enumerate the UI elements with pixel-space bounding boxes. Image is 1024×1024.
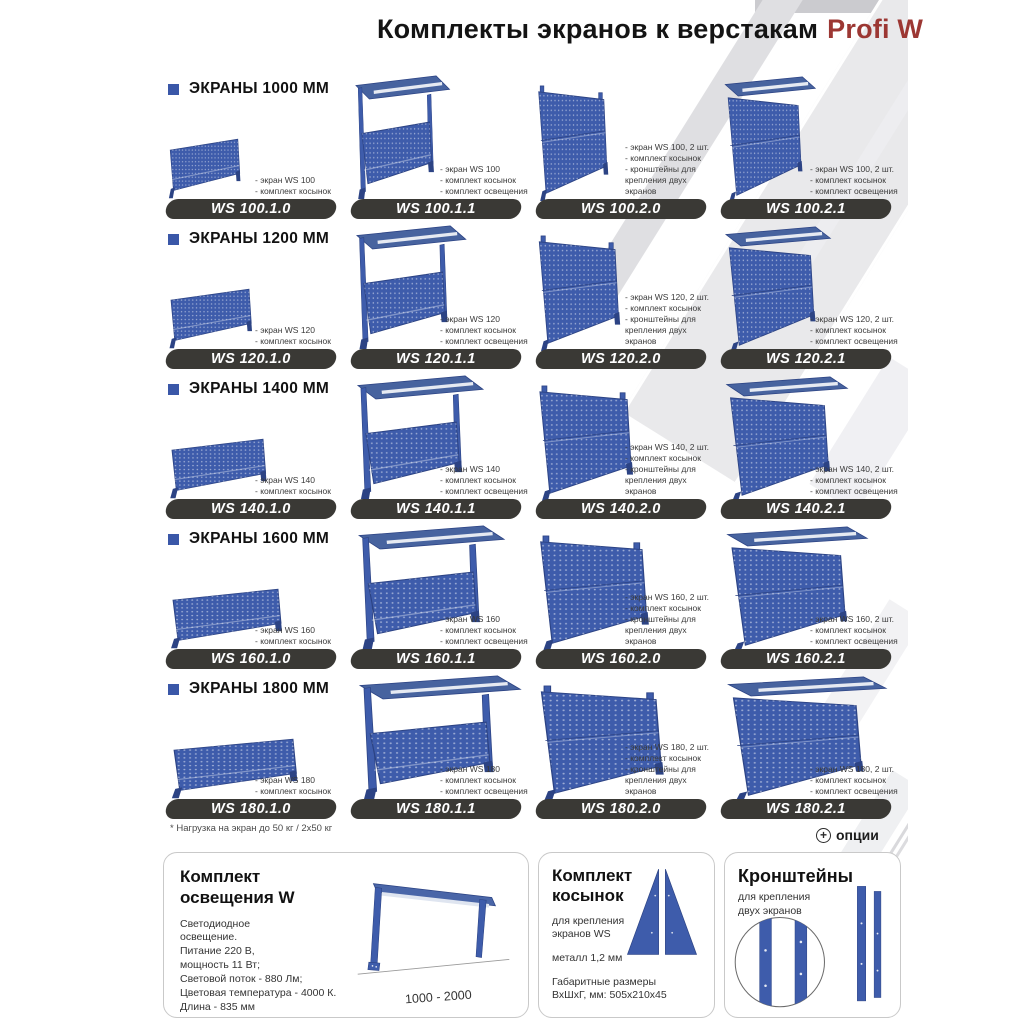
product-code-bar xyxy=(349,649,523,669)
bullet-item: - экран WS 100 xyxy=(255,175,345,186)
product-bullets xyxy=(625,442,715,497)
product-code-bar xyxy=(719,799,893,819)
product-grid xyxy=(163,74,908,824)
bullet-item: - экран WS 180, 2 шт. xyxy=(625,742,715,753)
product-bullets xyxy=(625,292,715,347)
product-code: WS 140.2.0 xyxy=(581,501,661,517)
section xyxy=(163,74,908,224)
option-box-title: Кронштейны xyxy=(738,866,853,886)
product-code: WS 120.1.1 xyxy=(396,351,476,367)
product-code-bar xyxy=(534,349,708,369)
product-code-bar xyxy=(164,649,338,669)
product-bullets xyxy=(810,314,900,347)
text-line: освещение. xyxy=(180,931,238,944)
bullet-item: - экран WS 140, 2 шт. xyxy=(810,464,900,475)
text-line: Цветовая температура - 4000 К. xyxy=(180,987,337,1000)
product-cell xyxy=(533,374,716,524)
product-image-double xyxy=(535,384,634,501)
product-bullets xyxy=(625,142,715,197)
bullet-item: - экран WS 180 xyxy=(440,764,530,775)
option-box-title: Комплект косынок xyxy=(552,866,633,906)
text-line: металл 1,2 мм xyxy=(552,952,623,965)
product-code-bar xyxy=(534,649,708,669)
product-code: WS 120.2.1 xyxy=(766,351,846,367)
product-bullets xyxy=(440,314,530,347)
product-code: WS 120.1.0 xyxy=(211,351,291,367)
page-title-accent: Profi W xyxy=(827,14,924,44)
bullet-item: - комплект косынок xyxy=(255,486,345,497)
product-code: WS 160.1.1 xyxy=(396,651,476,667)
text-paragraph xyxy=(180,918,355,1016)
product-code-bar xyxy=(164,199,338,219)
product-cell xyxy=(718,524,901,674)
bullet-item: - экран WS 160 xyxy=(255,625,345,636)
product-code: WS 120.2.0 xyxy=(581,351,661,367)
product-code-bar xyxy=(349,349,523,369)
product-code: WS 100.2.1 xyxy=(766,201,846,217)
bullet-item: - комплект косынок xyxy=(255,186,345,197)
section-title: ЭКРАНЫ 1000 ММ xyxy=(189,80,330,97)
product-code: WS 140.1.1 xyxy=(396,501,476,517)
product-bullets xyxy=(810,464,900,497)
product-code: WS 100.2.0 xyxy=(581,201,661,217)
bullet-item: - экран WS 100, 2 шт. xyxy=(810,164,900,175)
plus-circle-icon: + xyxy=(816,828,831,843)
product-cell xyxy=(718,374,901,524)
product-cell xyxy=(718,674,901,824)
product-bullets xyxy=(440,614,530,647)
product-bullets xyxy=(255,625,345,647)
bullet-item: - кронштейны для крепления двух экранов xyxy=(625,464,715,497)
product-code-bar xyxy=(534,499,708,519)
product-bullets xyxy=(440,164,530,197)
bullet-item: - экран WS 160, 2 шт. xyxy=(810,614,900,625)
product-code-bar xyxy=(164,799,338,819)
bullet-item: - комплект косынок xyxy=(625,153,715,164)
bullet-item: - комплект косынок xyxy=(440,775,530,786)
bullet-item: - комплект освещения xyxy=(810,336,900,347)
product-code-bar xyxy=(164,499,338,519)
product-bullets xyxy=(255,325,345,347)
product-cell xyxy=(533,524,716,674)
product-bullets xyxy=(625,592,715,647)
bullet-item: - комплект косынок xyxy=(440,475,530,486)
bullet-item: - экран WS 140 xyxy=(440,464,530,475)
bullet-item: - кронштейны для крепления двух экранов xyxy=(625,614,715,647)
product-code-bar xyxy=(534,799,708,819)
bullet-item: - экран WS 120 xyxy=(255,325,345,336)
bullet-item: - экран WS 160, 2 шт. xyxy=(625,592,715,603)
bullet-item: - экран WS 160 xyxy=(440,614,530,625)
section xyxy=(163,674,908,824)
bullet-item: - кронштейны для крепления двух экранов xyxy=(625,764,715,797)
bullet-item: - комплект косынок xyxy=(625,303,715,314)
bullet-item: - кронштейны для крепления двух экранов xyxy=(625,164,715,197)
product-cell xyxy=(163,674,346,824)
product-cell xyxy=(163,224,346,374)
bullet-item: - комплект косынок xyxy=(810,625,900,636)
bullet-item: - экран WS 120, 2 шт. xyxy=(810,314,900,325)
product-image-double xyxy=(535,234,621,351)
product-bullets xyxy=(255,475,345,497)
product-image-double xyxy=(535,84,609,201)
bullet-item: - комплект освещения xyxy=(440,336,530,347)
product-code-bar xyxy=(349,199,523,219)
dimension-label: 1000 - 2000 xyxy=(404,987,473,1007)
product-cell xyxy=(348,674,531,824)
product-bullets xyxy=(810,764,900,797)
product-cell xyxy=(163,74,346,224)
bullet-item: - экран WS 100, 2 шт. xyxy=(625,142,715,153)
product-bullets xyxy=(810,164,900,197)
gusset-kit-image xyxy=(618,865,706,960)
text-line: для крепления xyxy=(738,891,811,903)
bullet-item: - комплект косынок xyxy=(255,786,345,797)
bullet-item: - комплект косынок xyxy=(625,603,715,614)
option-box-lighting xyxy=(163,852,529,1018)
product-code-bar xyxy=(164,349,338,369)
product-bullets xyxy=(440,464,530,497)
product-bullets xyxy=(440,764,530,797)
bullet-item: - комплект косынок xyxy=(255,636,345,647)
options-label xyxy=(816,827,879,843)
product-code: WS 100.1.1 xyxy=(396,201,476,217)
product-bullets xyxy=(255,175,345,197)
product-cell xyxy=(163,524,346,674)
bullet-item: - комплект освещения xyxy=(810,636,900,647)
product-cell xyxy=(533,74,716,224)
lighting-kit-image xyxy=(341,867,526,989)
options-text: опции xyxy=(836,827,879,843)
bullet-item: - комплект освещения xyxy=(440,486,530,497)
text-line: экранов WS xyxy=(552,928,611,941)
product-cell xyxy=(348,524,531,674)
product-code-bar xyxy=(719,349,893,369)
bullet-item: - экран WS 120 xyxy=(440,314,530,325)
product-code-bar xyxy=(349,799,523,819)
product-cell xyxy=(718,224,901,374)
section xyxy=(163,524,908,674)
section-title: ЭКРАНЫ 1400 ММ xyxy=(189,380,330,397)
bullet-item: - комплект косынок xyxy=(440,325,530,336)
product-code: WS 180.1.1 xyxy=(396,801,476,817)
bullet-item: - комплект освещения xyxy=(440,636,530,647)
text-line: Питание 220 В, xyxy=(180,945,255,958)
product-code-bar xyxy=(719,199,893,219)
product-code: WS 140.1.0 xyxy=(211,501,291,517)
load-footnote: * Нагрузка на экран до 50 кг / 2х50 кг xyxy=(170,823,333,834)
bullet-item: - комплект освещения xyxy=(810,486,900,497)
product-cell xyxy=(163,374,346,524)
bullet-item: - комплект косынок xyxy=(625,453,715,464)
bullet-item: - комплект косынок xyxy=(810,325,900,336)
bullet-item: - комплект освещения xyxy=(440,186,530,197)
product-code-bar xyxy=(349,499,523,519)
bullet-item: - комплект косынок xyxy=(810,775,900,786)
product-cell xyxy=(718,74,901,224)
product-cell xyxy=(348,374,531,524)
text-line: Световой поток - 880 Лм; xyxy=(180,973,303,986)
text-line: для крепления xyxy=(552,914,625,927)
product-cell xyxy=(533,674,716,824)
bullet-item: - комплект косынок xyxy=(810,175,900,186)
options-row xyxy=(163,852,908,1018)
bullet-item: - комплект косынок xyxy=(625,753,715,764)
bullet-item: - экран WS 180 xyxy=(255,775,345,786)
product-code: WS 180.2.1 xyxy=(766,801,846,817)
product-code: WS 140.2.1 xyxy=(766,501,846,517)
product-image-double-light xyxy=(721,75,821,201)
product-code-bar xyxy=(719,649,893,669)
product-image-single xyxy=(165,133,243,199)
bullet-item: - комплект косынок xyxy=(255,336,345,347)
option-box-title: Комплект освещения W xyxy=(180,867,295,908)
product-cell xyxy=(348,224,531,374)
product-cell xyxy=(533,224,716,374)
product-code-bar xyxy=(719,499,893,519)
section xyxy=(163,374,908,524)
bullet-item: - комплект косынок xyxy=(440,175,530,186)
product-code: WS 160.2.1 xyxy=(766,651,846,667)
bullet-item: - экран WS 140 xyxy=(255,475,345,486)
bullet-item: - экран WS 120, 2 шт. xyxy=(625,292,715,303)
page-title-text: Комплекты экранов к верстакам xyxy=(377,14,819,44)
section-title: ЭКРАНЫ 1800 ММ xyxy=(189,680,330,697)
bullet-item: - комплект освещения xyxy=(810,786,900,797)
product-bullets xyxy=(625,742,715,797)
option-box-gussets xyxy=(538,852,715,1018)
text-line: ВхШхГ, мм: 505х210х45 xyxy=(552,989,667,1002)
brackets-image xyxy=(731,883,891,1011)
text-line: двух экранов xyxy=(738,904,802,917)
bullet-item: - кронштейны для крепления двух экранов xyxy=(625,314,715,347)
product-bullets xyxy=(810,614,900,647)
option-box-lines xyxy=(180,918,355,1016)
product-code: WS 160.2.0 xyxy=(581,651,661,667)
page-title xyxy=(377,14,923,45)
bullet-item: - экран WS 100 xyxy=(440,164,530,175)
section-title: ЭКРАНЫ 1600 ММ xyxy=(189,530,330,547)
product-bullets xyxy=(255,775,345,797)
product-cell xyxy=(348,74,531,224)
bullet-item: - комплект косынок xyxy=(440,625,530,636)
text-line: Светодиодное xyxy=(180,917,251,930)
bullet-item: - экран WS 140, 2 шт. xyxy=(625,442,715,453)
bullet-item: - экран WS 180, 2 шт. xyxy=(810,764,900,775)
section xyxy=(163,224,908,374)
product-code: WS 180.1.0 xyxy=(211,801,291,817)
text-line: мощность 11 Вт; xyxy=(180,959,260,972)
section-title: ЭКРАНЫ 1200 ММ xyxy=(189,230,330,247)
bullet-item: - комплект косынок xyxy=(810,475,900,486)
text-paragraph xyxy=(552,976,714,1003)
product-image-single-light xyxy=(350,74,454,201)
product-image-single xyxy=(165,283,255,349)
bullet-item: - комплект освещения xyxy=(810,186,900,197)
product-code: WS 160.1.0 xyxy=(211,651,291,667)
product-code-bar xyxy=(534,199,708,219)
product-code: WS 180.2.0 xyxy=(581,801,661,817)
bullet-item: - комплект освещения xyxy=(440,786,530,797)
product-code: WS 100.1.0 xyxy=(211,201,291,217)
option-box-brackets xyxy=(724,852,901,1018)
text-line: Длина - 835 мм xyxy=(180,1001,255,1014)
text-line: Габаритные размеры xyxy=(552,975,656,988)
